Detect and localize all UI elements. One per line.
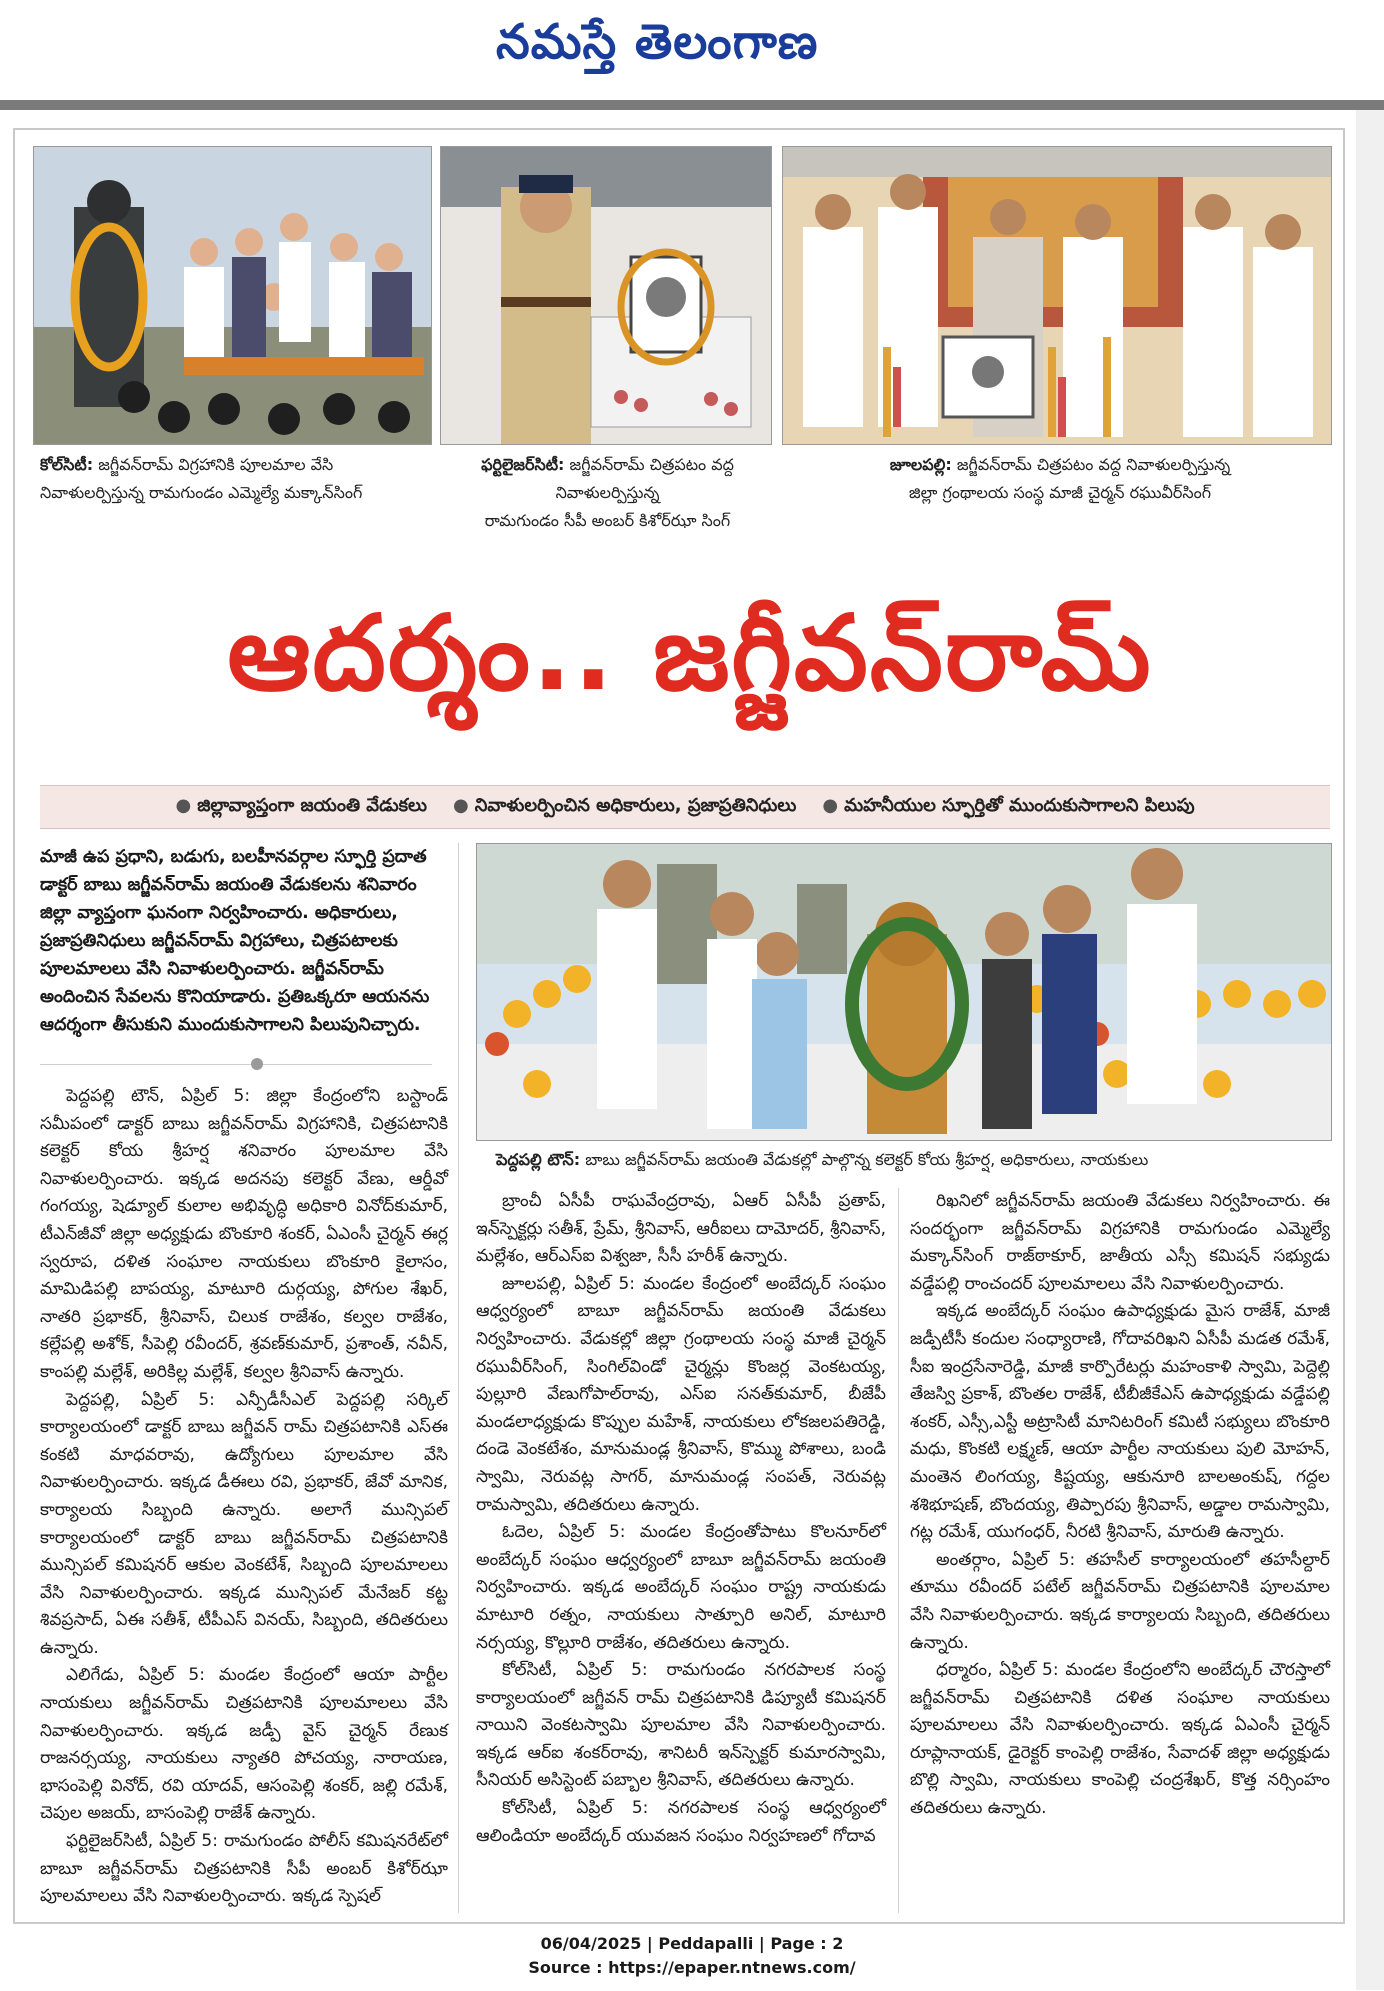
caption-lead: జూలపల్లి: [889,455,952,474]
article-column-1 [40,1083,448,1911]
column-rule [458,843,459,1913]
divider [40,1064,432,1065]
footer-date-edition: 06/04/2025 | Peddapalli | Page : 2 [540,1934,844,1953]
article-paragraph: ఓదెల, ఏప్రిల్ 5: మండల కేంద్రంతోపాటు కొలనూర్‌లో అంబేద్కర్ సంఘం ఆధ్వర్యంలో బాబూ జగ్జీవన్‌రామ్ జయంతి నిర్వహించారు. ఇక్కడ అంబేద్కర్ సంఘం రాష్ట్ర నాయకుడు మాటూరి రత్నం, నాయకులు సాత్పూరి అనిల్, మాటూరి నర్సయ్య, కొల్లూరి రాజేశం, తదితరులు ఉన్నారు. [476,1522,886,1653]
photo-caption-2 [440,451,775,535]
intro-paragraph: మాజీ ఉప ప్రధాని, బడుగు, బలహీనవర్గాల స్ఫూర్తి ప్రదాత డాక్టర్ బాబు జగ్జీవన్‌రామ్ జయంతి వేడుకలను శనివారం జిల్లా వ్యాప్తంగా ఘనంగా నిర్వహించారు. అధికారులు, ప్రజాప్రతినిధులు జగ్జీవన్‌రామ్ విగ్రహాలు, చిత్రపటాలకు పూలమాలలు వేసి నివాళులర్పించారు. జగ్జీవన్‌రామ్ అందించిన సేవలను కొనియాడారు. ప్రతిఒక్కరూ ఆయనను ఆదర్శంగా తీసుకుని ముందుకుసాగాలని పిలుపునిచ్చారు. [40,847,430,1035]
caption-text-line2: నివాళులర్పిస్తున్న రామగుండం ఎమ్మెల్యే మక్కాన్‌సింగ్ [40,483,363,502]
caption-text: జగ్జీవన్‌రామ్ చిత్రపటం వద్ద నివాళులర్పిస్తున్న [555,455,734,502]
article-paragraph: ధర్మారం, ఏప్రిల్ 5: మండల కేంద్రంలోని అంబేద్కర్ చౌరస్తాలో జగ్జీవన్‌రామ్ చిత్రపటానికి దళిత సంఘాల నాయకులు పూలమాలలు వేసి నివాళులర్పించారు. ఇక్కడ ఏఎంసీ చైర్మన్ రూప్లానాయక్, డైరెక్టర్ కాంపెల్లి రాజేశం, సేవాదళ్ జిల్లా అధ్యక్షుడు బొల్లి స్వామి, నాయకులు కాంపెల్లి చంద్రశేఖర్, కొత్త నర్సింహం తదితరులు ఉన్నారు. [910,1660,1330,1819]
article-column-3 [910,1188,1330,1823]
caption-lead: ఫర్టిలైజర్‌సిటీ: [481,455,565,474]
masthead [0,0,1384,100]
article-paragraph: పెద్దపల్లి, ఏప్రిల్ 5: ఎన్పీడీసీఎల్ పెద్దపల్లి సర్కిల్ కార్యాలయంలో డాక్టర్ బాబు జగ్జీవన్ రామ్ చిత్రపటానికి ఎస్‌ఈ కంకటి మాధవరావు, ఉద్యోగులు పూలమాల వేసి నివాళులర్పించారు. ఇక్కడ డీఈలు రవి, ప్రభాకర్, జేవో మానిక, కార్యాలయ సిబ్బంది ఉన్నారు. అలాగే మున్సిపల్ కార్యాలయంలో డాక్టర్ బాబు జగ్జీవన్‌రామ్ చిత్రపటానికి మున్సిపల్ కమిషనర్ ఆకుల వెంకటేశ్, సిబ్బంది పూలమాలలు వేసి నివాళులర్పించారు. ఇక్కడ మున్సిపల్ మేనేజర్ కట్ట శివప్రసాద్, ఏఈ సతీశ్, టీపీఎస్ వినయ్, సిబ్బంది, తదితరులు ఉన్నారు. [40,1389,448,1658]
newspaper-logo: నమస్తే తెలంగాణ [496,14,819,70]
bullet-icon: ● [822,794,839,816]
photo-caption-4 [496,1146,1330,1174]
masthead-rule [0,100,1384,110]
article-column-2 [476,1188,886,1850]
article-paragraph: కోల్‌సిటీ, ఏప్రిల్ 5: రామగుండం నగరపాలక సంస్థ కార్యాలయంలో జగ్జీవన్ రామ్ చిత్రపటానికి డిప్యూటీ కమిషనర్ నాయిని వెంకటస్వామి పూలమాల వేసి నివాళులర్పించారు. ఇక్కడ ఆర్‌ఐ శంకర్‌రావు, శానిటరీ ఇన్‌స్పెక్టర్ కుమారస్వామి, సీనియర్ అసిస్టెంట్ పబ్బాల శ్రీనివాస్, తదితరులు ఉన్నారు. [476,1660,886,1791]
divider-dot [251,1058,263,1070]
bullet-icon: ● [453,794,469,816]
photo-collector-garlanding [476,843,1332,1141]
photo-caption-1 [40,451,432,507]
caption-text-line2: జిల్లా గ్రంథాలయ సంస్థ మాజీ చైర్మన్ రఘువీర్‌సింగ్ [908,483,1212,502]
article-paragraph: బ్రాంచీ ఏసీపీ రాఘవేంద్రరావు, ఏఆర్ ఏసీపీ ప్రతాప్, ఇన్‌స్పెక్టర్లు సతీశ్, ప్రేమ్, శ్రీనివాస్, ఆరీఐలు దామోదర్, శ్రీనివాస్, మల్లేశం, ఆర్‌ఎస్‌ఐ విశ్వజా, సీసీ హరీశ్ ఉన్నారు. [476,1191,886,1267]
photo-police-tribute [440,146,772,445]
caption-text: బాబు జగ్జీవన్‌రామ్ జయంతి వేడుకల్లో పాల్గొన్న కలెక్టర్ కోయ శ్రీహర్ష, అధికారులు, నాయకులు [585,1150,1149,1169]
article-paragraph: రిఖనిలో జగ్జీవన్‌రామ్ జయంతి వేడుకలు నిర్వహించారు. ఈ సందర్భంగా జగ్జీవన్‌రామ్ విగ్రహానికి రామగుండం ఎమ్మెల్యే మక్కాన్‌సింగ్ రాజ్‌ఠాకూర్, జాతీయ ఎస్సీ కమిషన్ సభ్యుడు వడ్డేపల్లి రాంచందర్ పూలమాలలు వేసి నివాళులర్పించారు. [910,1191,1330,1294]
photo-caption-3 [790,451,1330,507]
article-paragraph: ఎలిగేడు, ఏప్రిల్ 5: మండల కేంద్రంలో ఆయా పార్టీల నాయకులు జగ్జీవన్‌రామ్ చిత్రపటానికి పూలమాలలు వేసి నివాళులర్పించారు. ఇక్కడ జడ్పీ వైస్ చైర్మన్ రేణుక రాజనర్సయ్య, నాయకులు న్యాతరి పోచయ్య, నారాయణ, భాసంపెల్లి వినోద్, రవి యాదవ్, ఆసంపెల్లి శంకర్, జల్లి రమేశ్, చెపుల అజయ్, బాసంపెల్లి రాజేశ్ ఉన్నారు. [40,1665,448,1824]
article-paragraph: కోల్‌సిటీ, ఏప్రిల్ 5: నగరపాలక సంస్థ ఆధ్వర్యంలో ఆలిండియా అంబేద్కర్ యువజన సంఘం నిర్వహణలో గోదావ [476,1798,886,1846]
article-paragraph: ఇక్కడ అంబేద్కర్ సంఘం ఉపాధ్యక్షుడు మైస రాజేశ్, మాజీ జడ్పీటీసీ కందుల సంధ్యారాణి, గోదావరిఖని ఏసీపీ మడత రమేశ్, సీఐ ఇంద్రసేనారెడ్డి, మాజీ కార్పొరేటర్లు మహంకాళి స్వామి, పెద్దెల్లి తేజస్వి ప్రకాశ్, బొంతల రాజేశ్, టీబీజీకేఎస్ ఉపాధ్యక్షుడు వడ్డేపల్లి శంకర్, ఎస్సీ,ఎస్టీ అట్రాసిటీ మానిటరింగ్ కమిటీ సభ్యులు బొంకూరి మధు, కొంకటి లక్ష్మణ్, ఆయా పార్టీల నాయకులు పులి మోహన్, మంతెన లింగయ్య, కిష్టయ్య, ఆకునూరి బాలఅంకుష్, గద్దల శశిభూషణ్, బొందయ్య, తిప్పారపు శ్రీనివాస్, అడ్డాల రామస్వామి, గట్ల రమేశ్, యుగంధర్, నీరటి శ్రీనివాస్, మారుతి ఉన్నారు. [910,1301,1330,1543]
subheadline-item: ● జిల్లావ్యాప్తంగా జయంతి వేడుకలు [175,794,428,816]
article-paragraph: పెద్దపల్లి టౌన్, ఏప్రిల్ 5: జిల్లా కేంద్రంలోని బస్టాండ్ సమీపంలో డాక్టర్ బాబు జగ్జీవన్‌రామ్ విగ్రహానికి, చిత్రపటానికి కలెక్టర్ కోయ శ్రీహర్ష శనివారం పూలమాల వేసి నివాళులర్పించారు. ఇక్కడ అదనపు కలెక్టర్ వేణు, ఆర్డీవో గంగయ్య, షెడ్యూల్ కులాల అభివృద్ధి అధికారి వినోద్‌కుమార్, టీఎన్‌జీవో జిల్లా అధ్యక్షుడు బొంకూరి శంకర్, ఏఎంసీ చైర్మన్ ఈర్ల స్వరూప, దళిత సంఘాల నాయకులు బొంకూరి కైలాసం, మామిడిపల్లి బాపయ్య, మాటూరి దుర్గయ్య, పోగుల శేఖర్, నాతరి ప్రభాకర్, శ్రీనివాస్, చిలుక రాజేశం, కల్వల రాజేశం, కల్లేపల్లి అశోక్, సీపెల్లి రవీందర్, శ్రవణ్‌కుమార్, ప్రశాంత్, నవీన్, కాంపల్లి మల్లేశ్, అరికిల్ల మల్లేశ్, కల్వల శ్రీనివాస్ ఉన్నారు. [40,1086,448,1382]
bullet-icon: ● [175,794,192,816]
caption-lead: పెద్దపల్లి టౌన్: [496,1150,581,1169]
caption-text-line2: రామగుండం సీపీ అంబర్ కిశోర్‌ఝా సింగ్ [484,511,731,530]
page-footer [0,1932,1384,1980]
article-paragraph: ఫర్టిలైజర్‌సిటీ, ఏప్రిల్ 5: రామగుండం పోలీస్ కమిషనరేట్‌లో బాబూ జగ్జీవన్‌రామ్ చిత్రపటానికి సీపీ అంబర్ కిశోర్‌ఝా పూలమాలలు వేసి నివాళులర్పించారు. ఇక్కడ స్పెషల్ [40,1831,448,1907]
caption-text: జగ్జీవన్‌రామ్ విగ్రహానికి పూలమాల వేసి [98,455,334,474]
article-paragraph: జూలపల్లి, ఏప్రిల్ 5: మండల కేంద్రంలో అంబేద్కర్ సంఘం ఆధ్వర్యంలో బాబూ జగ్జీవన్‌రామ్ జయంతి వేడుకలు నిర్వహించారు. వేడుకల్లో జిల్లా గ్రంథాలయ సంస్థ మాజీ చైర్మన్ రఘువీర్‌సింగ్, సింగిల్‌విండో చైర్మన్లు కొంజర్ల వెంకటయ్య, పుల్లూరి వేణుగోపాల్‌రావు, ఎస్‌ఐ సనత్‌కుమార్, బీజేపీ మండలాధ్యక్షుడు కొప్పుల మహేశ్, నాయకులు లోకజలపతిరెడ్డి, దండె వెంకటేశం, మానుమండ్ల శ్రీనివాస్, కొమ్ము పోశాలు, బండి స్వామి, నెరువట్ల సాగర్, మానుమండ్ల సంపత్, నెరువట్ల రామస్వామి, తదితరులు ఉన్నారు. [476,1273,886,1515]
article-paragraph: అంతర్గాం, ఏప్రిల్ 5: తహసీల్ కార్యాలయంలో తహసీల్దార్ తూము రవీందర్ పటేల్ జగ్జీవన్‌రామ్ చిత్రపటానికి పూలమాల వేసి నివాళులర్పించారు. ఇక్కడ కార్యాలయ సిబ్బంది, తదితరులు ఉన్నారు. [910,1549,1330,1653]
headline: ఆదర్శం.. జగ్జీవన్‌రామ్ [227,592,1153,714]
column-rule [898,1188,899,1913]
photo-statue-garland [33,146,432,445]
subheadline-item: ● నివాళులర్పించిన అధికారులు, ప్రజాప్రతినిధులు [453,794,797,816]
caption-text: జగ్జీవన్‌రామ్ చిత్రపటం వద్ద నివాళులర్పిస్తున్న [956,455,1231,474]
adjacent-page-edge [1356,110,1384,1990]
subheadline-item: ● మహనీయుల స్ఫూర్తితో ముందుకుసాగాలని పిలుపు [822,794,1195,816]
caption-lead: కోల్‌సిటీ: [40,455,94,474]
subheadline-bar [40,785,1330,829]
footer-source[interactable]: Source : https://epaper.ntnews.com/ [528,1958,856,1977]
photo-julapalli-tribute [782,146,1332,445]
